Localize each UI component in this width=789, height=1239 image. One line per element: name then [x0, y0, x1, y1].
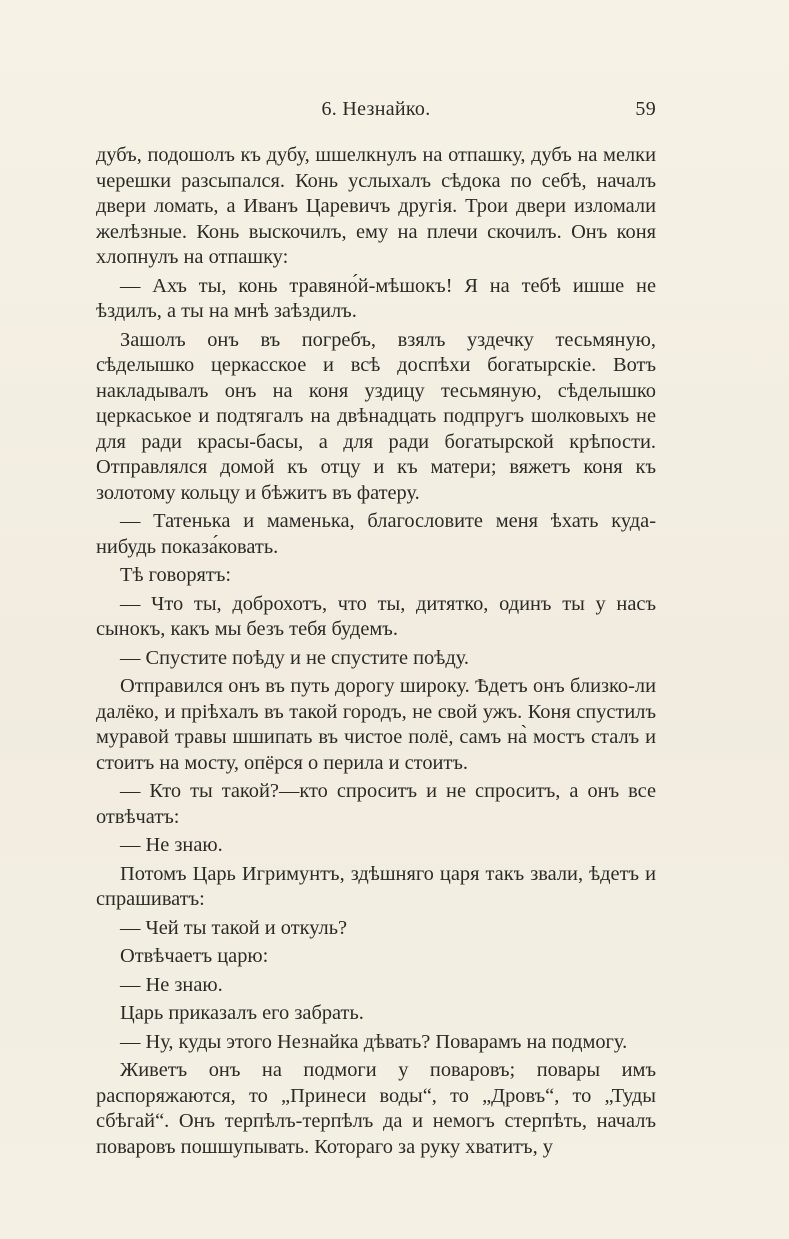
paragraph: — Что ты, доброхотъ, что ты, дитятко, одинъ ты у насъ сынокъ, какъ мы безъ тебя будемъ.: [96, 592, 656, 640]
paragraph: — Кто ты такой?—кто спроситъ и не спроситъ, а онъ все отвѣчатъ:: [96, 780, 656, 828]
paragraph: Живетъ онъ на подмоги у поваровъ; повары имъ распоряжаются, то „Принеси воды“, то „Дровъ“, то „Туды сбѣгай“. Онъ терпѣлъ-терпѣлъ да и немогъ стерпѣть, началъ поваровъ пошшупывать. Котораго за руку хватитъ, у: [96, 1059, 656, 1158]
page-body: [96, 143, 656, 1163]
paragraph: — Чей ты такой и откуль?: [120, 916, 348, 939]
paragraph: Отправился онъ въ путь дорогу широку. Ѣдетъ онъ близко-ли далёко, и пріѣхалъ въ такой городъ, не свой ужъ. Коня спустилъ муравой травы шшипать въ чистое полё, самъ на̀ мостъ сталъ и стоитъ на мосту, опёрся о перила и стоитъ.: [96, 675, 656, 774]
paragraph: — Ахъ ты, конь травяно́й-мѣшокъ! Я на тебѣ ишше не ѣздилъ, а ты на мнѣ заѣздилъ.: [96, 274, 656, 322]
paragraph: Тѣ говорятъ:: [120, 564, 232, 586]
running-header: [96, 98, 656, 122]
paragraph: — Спустите поѣду и не спустите поѣду.: [120, 646, 469, 669]
paragraph: Царь приказалъ его забрать.: [120, 1002, 364, 1024]
paragraph: — Татенька и маменька, благословите меня ѣхать куда-нибудь показа́ковать.: [96, 510, 656, 558]
paragraph: — Ну, куды этого Незнайка дѣвать? Поварамъ на подмогу.: [120, 1030, 628, 1053]
chapter-title: 6. Незнайко.: [321, 98, 431, 120]
paragraph: Отвѣчаетъ царю:: [120, 945, 269, 967]
paragraph: дубъ, подошолъ къ дубу, шшелкнулъ на отпашку, дубъ на мелки черешки разсыпался. Конь услыхалъ сѣдока по себѣ, началъ двери ломать, а Иванъ Царевичъ другія. Трои двери изломали желѣзные. Конь выскочилъ, ему на плечи скочилъ. Онъ коня хлопнулъ на отпашку:: [96, 144, 656, 268]
page-number: 59: [635, 98, 656, 120]
paragraph: — Не знаю.: [120, 834, 223, 856]
paragraph: Зашолъ онъ въ погребъ, взялъ уздечку тесьмяную, сѣделышко церкасское и всѣ доспѣхи богатырскіе. Вотъ накладывалъ онъ на коня уздицу тесьмяную, сѣделышко церкаськое и подтягалъ на двѣнадцать подпругъ шолковыхъ не для ради красы-басы, а для ради богатырской крѣпости. Отправлялся домой къ отцу и къ матери; вяжетъ коня къ золотому кольцу и бѣжитъ въ фатеру.: [96, 328, 656, 504]
paragraph: — Не знаю.: [120, 973, 223, 996]
paragraph: Потомъ Царь Игримунтъ, здѣшняго царя такъ звали, ѣдетъ и спрашиватъ:: [96, 862, 656, 910]
